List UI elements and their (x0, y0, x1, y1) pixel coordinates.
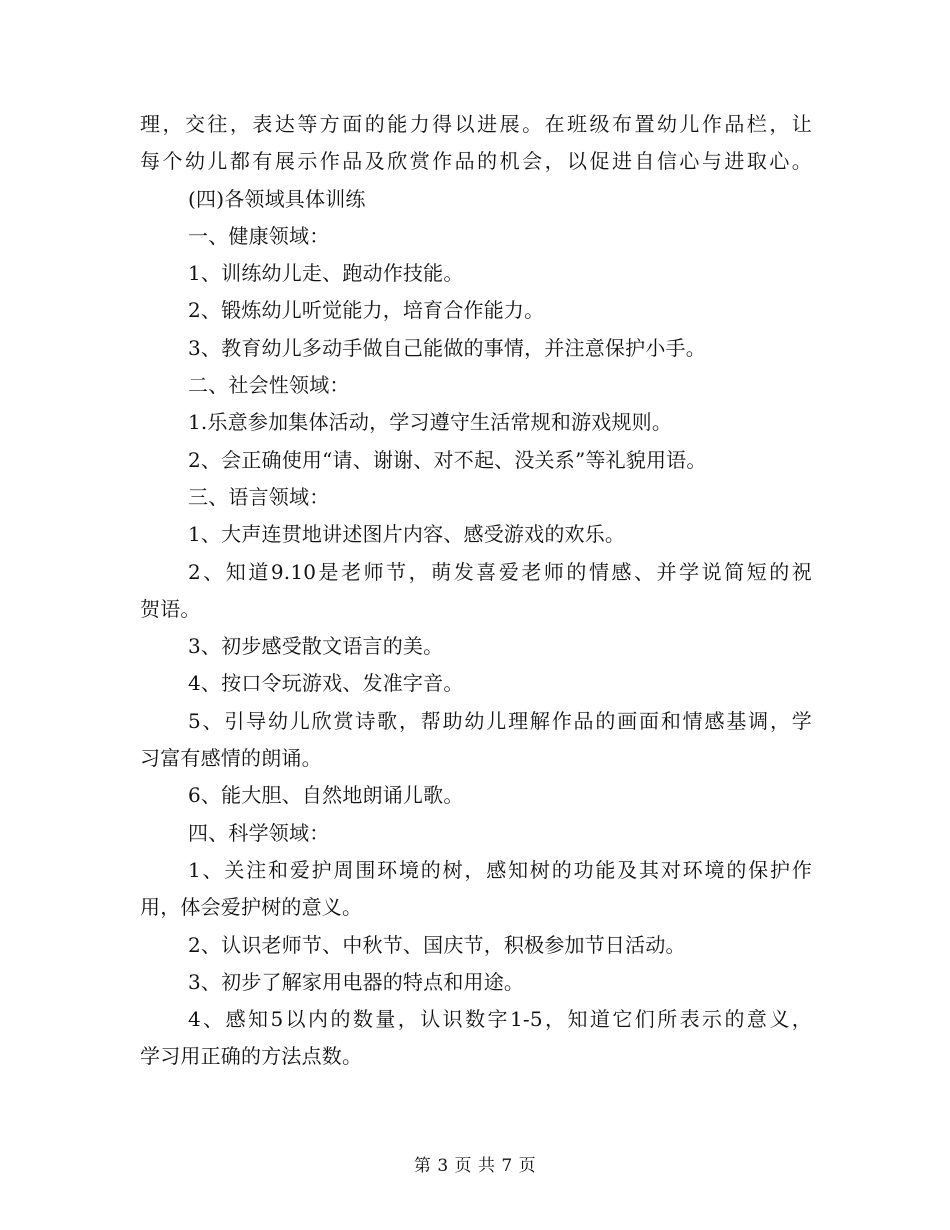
paragraph-line-text: 2、知道9.10是老师节，萌发喜爱老师的情感、并学说简短的祝 (188, 559, 812, 584)
paragraph-line-text: 三、语言领域： (188, 484, 330, 509)
paragraph-line (140, 591, 812, 628)
paragraph-line (140, 330, 812, 367)
paragraph-line-text: 一、健康领域： (188, 223, 330, 248)
paragraph-line-text: 理，交往，表达等方面的能力得以进展。在班级布置幼儿作品栏，让 (140, 112, 812, 136)
paragraph-line (140, 181, 812, 218)
paragraph-line (140, 927, 812, 964)
paragraph-line-text: 6、能大胆、自然地朗诵儿歌。 (188, 783, 464, 808)
paragraph-line-text: 贺语。 (140, 596, 201, 621)
paragraph-line-text: 用，体会爱护树的意义。 (140, 895, 363, 920)
paragraph-line (140, 367, 812, 404)
paragraph-line-text: 四、科学领域： (188, 820, 330, 845)
paragraph-line-text: 3、初步了解家用电器的特点和用途。 (188, 969, 525, 994)
paragraph-line-text: 每个幼儿都有展示作品及欣赏作品的机会，以促进自信心与进取心。 (140, 149, 812, 174)
paragraph-line (140, 628, 812, 665)
paragraph-line (140, 479, 812, 516)
paragraph-line-text: 2、会正确使用“请、谢谢、对不起、没关系”等礼貌用语。 (188, 447, 707, 472)
paragraph-line (140, 292, 812, 329)
paragraph-line-text: (四)各领域具体训练 (188, 186, 366, 211)
paragraph-line-text: 1、大声连贯地讲述图片内容、感受游戏的欢乐。 (188, 522, 626, 547)
paragraph-line-text: 习富有感情的朗诵。 (140, 746, 322, 771)
paragraph-line (140, 106, 812, 143)
paragraph-line (140, 143, 812, 180)
paragraph-line (140, 777, 812, 814)
paragraph-line-text: 2、认识老师节、中秋节、国庆节，积极参加节日活动。 (188, 932, 686, 957)
page-number-footer: 第 3 页 共 7 页 (413, 1156, 537, 1176)
paragraph-line (140, 665, 812, 702)
paragraph-line (140, 516, 812, 553)
paragraph-line (140, 218, 812, 255)
paragraph-line (140, 442, 812, 479)
paragraph-line-text: 1、训练幼儿走、跑动作技能。 (188, 261, 464, 286)
paragraph-line (140, 740, 812, 777)
paragraph-line (140, 554, 812, 591)
paragraph-line (140, 815, 812, 852)
paragraph-line (140, 1001, 812, 1038)
paragraph-line (140, 703, 812, 740)
paragraph-line-text: 1.乐意参加集体活动，学习遵守生活常规和游戏规则。 (188, 410, 673, 435)
paragraph-line-text: 1、关注和爱护周围环境的树，感知树的功能及其对环境的保护作 (188, 857, 812, 882)
paragraph-line-text: 4、感知5以内的数量，认识数字1-5，知道它们所表示的意义， (188, 1007, 812, 1032)
document-body (140, 106, 812, 1076)
paragraph-line (140, 889, 812, 926)
paragraph-line-text: 二、社会性领域： (188, 373, 350, 398)
paragraph-line-text: 4、按口令玩游戏、发准字音。 (188, 671, 464, 696)
paragraph-line-text: 5、引导幼儿欣赏诗歌，帮助幼儿理解作品的画面和情感基调，学 (188, 708, 812, 733)
paragraph-line (140, 255, 812, 292)
paragraph-line (140, 404, 812, 441)
paragraph-line (140, 852, 812, 889)
paragraph-line-text: 3、教育幼儿多动手做自己能做的事情，并注意保护小手。 (188, 335, 706, 360)
paragraph-line-text: 学习用正确的方法点数。 (140, 1044, 363, 1069)
paragraph-line-text: 3、初步感受散文语言的美。 (188, 634, 444, 659)
paragraph-line (140, 964, 812, 1001)
paragraph-line (140, 1038, 812, 1075)
paragraph-line-text: 2、锻炼幼儿听觉能力，培育合作能力。 (188, 298, 545, 323)
